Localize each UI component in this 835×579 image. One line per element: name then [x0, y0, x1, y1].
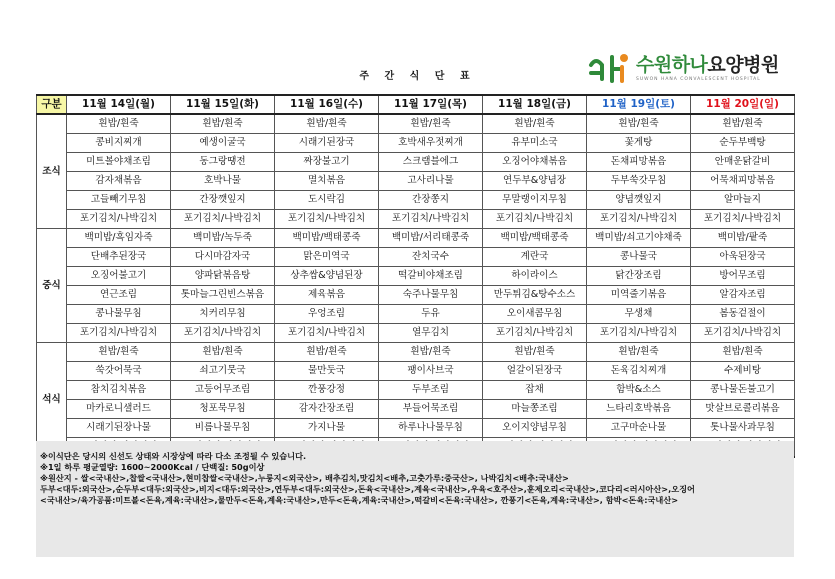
- menu-cell: 백미밥/백태콩죽: [275, 229, 379, 248]
- menu-row: [37, 381, 795, 400]
- menu-cell: 스크램블에그: [379, 153, 483, 172]
- day-header: 11월 17일(목): [379, 95, 483, 114]
- menu-cell: 깐풍강정: [275, 381, 379, 400]
- menu-cell: 참치김치볶음: [67, 381, 171, 400]
- meal-label: 조식: [37, 114, 67, 229]
- logo-mark-icon: [588, 51, 630, 85]
- menu-cell: 알감자조림: [691, 286, 795, 305]
- menu-cell: 간장깻잎지: [171, 191, 275, 210]
- menu-cell: 콩비지찌개: [67, 134, 171, 153]
- menu-row: [37, 210, 795, 229]
- menu-cell: 포기김치/나박김치: [275, 210, 379, 229]
- day-header-sunday: 11월 20일(일): [691, 95, 795, 114]
- menu-cell: 안매운닭갈비: [691, 153, 795, 172]
- menu-cell: 만두튀김&탕수소스: [483, 286, 587, 305]
- menu-cell: 미역줄기볶음: [587, 286, 691, 305]
- menu-cell: 포기김치/나박김치: [379, 210, 483, 229]
- menu-cell: 흰밥/흰죽: [587, 343, 691, 362]
- menu-cell: 흰밥/흰죽: [171, 343, 275, 362]
- weekly-menu-table: [36, 94, 795, 458]
- menu-cell: 흰밥/흰죽: [379, 343, 483, 362]
- menu-cell: 방어무조림: [691, 267, 795, 286]
- menu-cell: 돈육김치찌개: [587, 362, 691, 381]
- menu-cell: 톳나물사과무침: [691, 419, 795, 438]
- menu-cell: 포기김치/나박김치: [275, 324, 379, 343]
- menu-cell: 돈채피망볶음: [587, 153, 691, 172]
- menu-cell: 예생이굴국: [171, 134, 275, 153]
- menu-row: [37, 114, 795, 134]
- menu-cell: 흰밥/흰죽: [171, 114, 275, 134]
- note-line: ※1일 하루 평균열량: 1600~2000Kcal / 단백질: 50g이상: [40, 462, 265, 472]
- menu-cell: 흰밥/흰죽: [67, 343, 171, 362]
- menu-cell: 포기김치/나박김치: [587, 324, 691, 343]
- menu-cell: 물만둣국: [275, 362, 379, 381]
- menu-cell: 부들어묵조림: [379, 400, 483, 419]
- menu-row: [37, 267, 795, 286]
- menu-cell: 어묵채피망볶음: [691, 172, 795, 191]
- menu-cell: 단배추된장국: [67, 248, 171, 267]
- notes-box: [36, 441, 794, 557]
- menu-cell: 흰밥/흰죽: [483, 343, 587, 362]
- menu-row: [37, 172, 795, 191]
- menu-cell: 하루나나물무침: [379, 419, 483, 438]
- menu-cell: 무말랭이지무침: [483, 191, 587, 210]
- menu-row: [37, 191, 795, 210]
- menu-cell: 호박새우젓찌개: [379, 134, 483, 153]
- menu-cell: 숙주나물무침: [379, 286, 483, 305]
- menu-cell: 흰밥/흰죽: [691, 343, 795, 362]
- menu-cell: 오이지양념무침: [483, 419, 587, 438]
- menu-cell: 무생채: [587, 305, 691, 324]
- menu-cell: 닭간장조림: [587, 267, 691, 286]
- menu-cell: 두부쑥갓무침: [587, 172, 691, 191]
- menu-cell: 흰밥/흰죽: [587, 114, 691, 134]
- menu-cell: 멸치볶음: [275, 172, 379, 191]
- menu-cell: 콩나물무침: [67, 305, 171, 324]
- note-line: 두부<대두:외국산>,순두부<대두:외국산>,비지<대두:외국산>,연두부<대두:외국산>,돈육<국내산>,계육<국내산>,우육<호주산>,훈제오리<국내산>,코다리<러시아산>,오징어: [40, 484, 695, 494]
- menu-cell: 팽이사브국: [379, 362, 483, 381]
- menu-row: [37, 248, 795, 267]
- menu-cell: 간장쫑지: [379, 191, 483, 210]
- menu-cell: 흰밥/흰죽: [275, 343, 379, 362]
- day-header: 11월 15일(화): [171, 95, 275, 114]
- menu-cell: 고등어무조림: [171, 381, 275, 400]
- menu-cell: 봄동겉절이: [691, 305, 795, 324]
- category-header: 구분: [37, 95, 67, 114]
- menu-cell: 포기김치/나박김치: [67, 324, 171, 343]
- day-header: 11월 18일(금): [483, 95, 587, 114]
- menu-row: [37, 400, 795, 419]
- menu-cell: 감자채볶음: [67, 172, 171, 191]
- menu-cell: 백미밥/녹두죽: [171, 229, 275, 248]
- menu-cell: 콩나물돈불고기: [691, 381, 795, 400]
- menu-cell: 잡채: [483, 381, 587, 400]
- menu-cell: 비름나물무침: [171, 419, 275, 438]
- menu-row: [37, 324, 795, 343]
- menu-cell: 흰밥/흰죽: [483, 114, 587, 134]
- menu-cell: 느타리호박볶음: [587, 400, 691, 419]
- menu-cell: 백미밥/팥죽: [691, 229, 795, 248]
- menu-cell: 콩나물국: [587, 248, 691, 267]
- logo-name-part2: 요양병원: [707, 53, 779, 76]
- menu-cell: 잔치국수: [379, 248, 483, 267]
- menu-cell: 마늘쫑조림: [483, 400, 587, 419]
- header-row: [37, 95, 795, 114]
- menu-row: [37, 343, 795, 362]
- day-header: 11월 16일(수): [275, 95, 379, 114]
- day-header-saturday: 11월 19일(토): [587, 95, 691, 114]
- menu-cell: 열무김치: [379, 324, 483, 343]
- menu-cell: 도시락김: [275, 191, 379, 210]
- menu-cell: 포기김치/나박김치: [171, 324, 275, 343]
- menu-row: [37, 229, 795, 248]
- menu-cell: 떡갈비야채조림: [379, 267, 483, 286]
- menu-cell: 제육볶음: [275, 286, 379, 305]
- day-header: 11월 14일(월): [67, 95, 171, 114]
- menu-cell: 연근조림: [67, 286, 171, 305]
- menu-cell: 아욱된장국: [691, 248, 795, 267]
- menu-cell: 상추쌈&양념된장: [275, 267, 379, 286]
- meal-label: 중식: [37, 229, 67, 343]
- menu-cell: 흰밥/흰죽: [379, 114, 483, 134]
- menu-cell: 포기김치/나박김치: [483, 324, 587, 343]
- menu-cell: 연두부&양념장: [483, 172, 587, 191]
- menu-row: [37, 305, 795, 324]
- page-title: 주 간 식 단 표: [359, 71, 476, 82]
- menu-cell: 고사리나물: [379, 172, 483, 191]
- menu-cell: 쑥갓어묵국: [67, 362, 171, 381]
- note-line: ※이식단은 당시의 신선도 상태와 시장상에 따라 다소 조정될 수 있습니다.: [40, 451, 307, 461]
- menu-row: [37, 153, 795, 172]
- menu-cell: 흰밥/흰죽: [67, 114, 171, 134]
- menu-cell: 백미밥/백태콩죽: [483, 229, 587, 248]
- menu-cell: 시래기된장나물: [67, 419, 171, 438]
- note-line: ※원산지 - 쌀<국내산>,찹쌀<국내산>,현미찹쌀<국내산>,누룽지<외국산>, 배추김치,맛김치<배추,고춧가루:중국산>, 나박김치<배추:국내산>: [40, 473, 569, 483]
- menu-cell: 두유: [379, 305, 483, 324]
- menu-cell: 순두부백탕: [691, 134, 795, 153]
- logo-name-part1: 수원하나: [636, 53, 708, 76]
- menu-cell: 흰밥/흰죽: [275, 114, 379, 134]
- menu-cell: 양념깻잎지: [587, 191, 691, 210]
- menu-cell: 오징어불고기: [67, 267, 171, 286]
- menu-cell: 포기김치/나박김치: [171, 210, 275, 229]
- menu-cell: 계란국: [483, 248, 587, 267]
- menu-row: [37, 362, 795, 381]
- note-line: <국내산>/육가공품:미트볼<돈육,계육:국내산>,물만두<돈육,계육:국내산>,만두<돈육,계육:국내산>,떡갈비<돈육:국내산>, 깐풍기<돈육,계육:국내산>, 함박<돈육:국내산>: [40, 495, 679, 505]
- menu-cell: 톳마늘그린빈스볶음: [171, 286, 275, 305]
- meal-label: 석식: [37, 343, 67, 458]
- menu-cell: 우엉조림: [275, 305, 379, 324]
- logo-subtitle: SUWON HANA CONVALESCENT HOSPITAL: [636, 76, 761, 82]
- menu-cell: 마카로니샐러드: [67, 400, 171, 419]
- menu-cell: 가지나물: [275, 419, 379, 438]
- menu-cell: 함박&소스: [587, 381, 691, 400]
- menu-cell: 유부미소국: [483, 134, 587, 153]
- menu-cell: 맑은미역국: [275, 248, 379, 267]
- menu-cell: 알마늘지: [691, 191, 795, 210]
- menu-row: [37, 286, 795, 305]
- menu-cell: 청포묵무침: [171, 400, 275, 419]
- menu-cell: 얼갈이된장국: [483, 362, 587, 381]
- menu-cell: 감자간장조림: [275, 400, 379, 419]
- menu-cell: 양파닭볶음탕: [171, 267, 275, 286]
- menu-cell: 흰밥/흰죽: [691, 114, 795, 134]
- menu-cell: 짜장불고기: [275, 153, 379, 172]
- menu-cell: 맛살브로콜리볶음: [691, 400, 795, 419]
- menu-cell: 백미밥/서리태콩죽: [379, 229, 483, 248]
- menu-cell: 포기김치/나박김치: [483, 210, 587, 229]
- menu-cell: 백미밥/쇠고기야채죽: [587, 229, 691, 248]
- menu-row: [37, 134, 795, 153]
- menu-cell: 하이라이스: [483, 267, 587, 286]
- menu-cell: 고구마순나물: [587, 419, 691, 438]
- menu-cell: 다시마감자국: [171, 248, 275, 267]
- menu-cell: 오이새콤무침: [483, 305, 587, 324]
- menu-cell: 포기김치/나박김치: [67, 210, 171, 229]
- hospital-logo: [588, 52, 779, 84]
- menu-cell: 백미밥/흑임자죽: [67, 229, 171, 248]
- menu-cell: 오징어야채볶음: [483, 153, 587, 172]
- menu-cell: 두부조림: [379, 381, 483, 400]
- menu-cell: 미트볼야채조림: [67, 153, 171, 172]
- menu-cell: 치커리무침: [171, 305, 275, 324]
- menu-cell: 포기김치/나박김치: [691, 210, 795, 229]
- menu-row: [37, 419, 795, 438]
- menu-cell: 고들빼기무침: [67, 191, 171, 210]
- menu-cell: 시래기된장국: [275, 134, 379, 153]
- menu-cell: 포기김치/나박김치: [691, 324, 795, 343]
- menu-cell: 동그랑땡전: [171, 153, 275, 172]
- menu-cell: 쇠고기뭇국: [171, 362, 275, 381]
- menu-cell: 호박나물: [171, 172, 275, 191]
- menu-cell: 수제비탕: [691, 362, 795, 381]
- menu-cell: 꽃게탕: [587, 134, 691, 153]
- menu-cell: 포기김치/나박김치: [587, 210, 691, 229]
